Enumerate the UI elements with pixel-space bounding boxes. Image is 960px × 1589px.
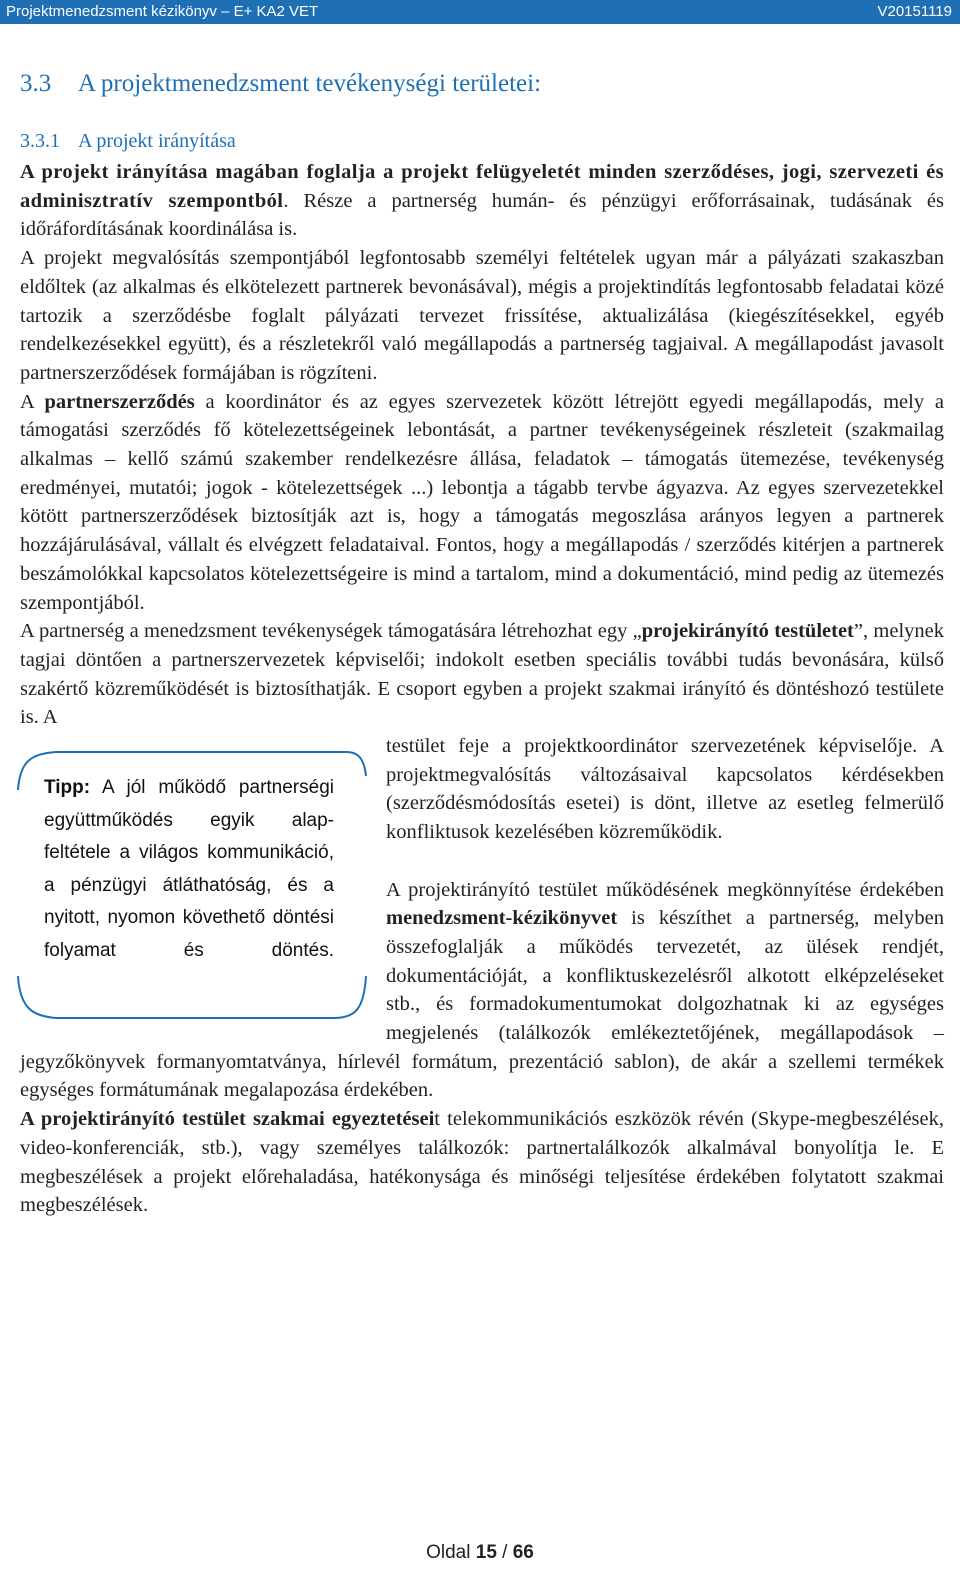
paragraph-steering-committee-cont: testület feje a projektkoordinátor szervezetének képviselője. A projektmegvalósítás változásaival kapcsolatos kérdésekben (szerződésmódosítás esetei) is dönt, illetve az esetleg felmerülő konfliktusok kezelésében közreműködik.	[386, 735, 944, 844]
paragraph-partner-contract	[20, 388, 944, 618]
page-footer	[0, 1542, 960, 1564]
steering-section	[20, 617, 944, 1105]
steering-text: ”, melynek tagjai döntően a partnerszervezetek képviselői; indokolt esetben speciális további tudás bevonására, külső szakértő közreműködését is biztosíthatják. E csoport egyben a projekt szakmai irányító és döntéshozó testülete is. A	[20, 620, 944, 729]
header-title: Projektmenedzsment kézikönyv – E+ KA2 VET	[6, 3, 319, 20]
footer-prefix: Oldal	[426, 1542, 476, 1563]
footer-total-pages: 66	[512, 1542, 534, 1563]
manual-term: menedzsment-kézikönyvet	[386, 907, 618, 930]
paragraph-consultations	[20, 1105, 944, 1220]
section-number: 3.3	[20, 70, 52, 97]
consultations-bold: A projektirányító testület szakmai egyeztetései	[20, 1108, 435, 1131]
header-version: V20151119	[877, 3, 952, 20]
tip-callout	[16, 746, 368, 1022]
subsection-title: A projekt irányítása	[78, 130, 236, 152]
paragraph-steering-committee	[20, 617, 944, 732]
tip-label: Tipp:	[44, 777, 91, 799]
section-heading	[20, 70, 541, 98]
paragraph-intro	[20, 158, 944, 244]
section-title: A projektmenedzsment tevékenységi területei:	[78, 70, 542, 97]
consultations-text: t telekommunikációs eszközök révén (Skype-megbeszélések, video-konferenciák, stb.), vagy személyes találkozók: partnertalálkozók alkalmával bonyolítja le. E megbeszélések a projekt előrehaladása, hatékonysága és minőségi teljesítése érdekében folytatott szakmai megbeszélések.	[20, 1108, 944, 1217]
tip-body: A jól működő partnerségi együttműködés egyik alap-feltétele a világos kommunikáció, a pénzügyi átláthatóság, és a nyitott, nyomon követhető döntési folyamat és döntés.	[44, 777, 334, 961]
intro-bold-text: A projekt irányítása magában foglalja a projekt felügyeletét minden szerződéses, jogi, szervezeti és adminisztratív szempontból	[20, 161, 944, 212]
paragraph-personnel: A projekt megvalósítás szempontjából legfontosabb személyi feltételek ugyan már a pályázati szakaszban eldőltek (az alkalmas és elkötelezett partnerek bevonásával), mégis a projektindítás legfontosabb feladatai közé tartozik a szerződésbe foglalt pályázati tervezet frissítése, aktualizálása (kiegészítésekkel, egyéb rendelkezésekkel együtt), és a részletekről való megállapodás a partnerség tagjaival. A megállapodást javasolt partnerszerződések formájában is rögzíteni.	[20, 247, 944, 384]
manual-lead: A projektirányító testület működésének megkönnyítése érdekében	[386, 878, 944, 901]
body-text	[20, 158, 944, 1220]
tip-text	[44, 772, 334, 967]
manual-text: is készíthet a partnerség, melyben összefoglalják a működés tervezetét, az ülések rendjét, dokumentációját, a konfliktuskezelésről alkotott elképzeléseket stb., és formadokumentumokat dolgozhatnak ki az egységes megjelenés (találkozók emlékeztetőjének, megállapodások – jegyzőkönyvek formanyomtatványa, hírlevél formátum, prezentáció sablon), de akár a szellemi termékek egységes formátumának megalapozása érdekében.	[20, 907, 944, 1102]
running-header	[0, 0, 960, 24]
footer-current-page: 15	[475, 1542, 497, 1563]
steering-lead: A partnerség a menedzsment tevékenységek támogatására létrehozhat egy „	[20, 620, 642, 643]
partner-contract-text: a koordinátor és az egyes szervezetek között létrejött egyedi megállapodás, mely a támogatási szerződés fő kötelezettségeinek lebontását, a partner tevékenységeinek részleteit (szakmailag alkalmas – kellő számú szakember rendelkezésre állása, feladatok – támogatás ütemezése, tevékenység eredményei, mutatói; jogok - kötelezettségek ...) lebontja a tágabb tervbe ágyazva. Az egyes szervezetekkel kötött partnerszerződések biztosítják azt is, hogy a támogatás megoszlása arányos legyen a partnerek hozzájárulásával, vállalt és elvégzett feladataival. Fontos, hogy a megállapodás / szerződés kitérjen a partnerek beszámolókkal kapcsolatos kötelezettségeire is mind a tartalom, mind a dokumentáció, mind pedig az ütemezés szempontjából.	[20, 390, 944, 614]
subsection-heading	[20, 130, 236, 153]
intro-text: . Része a partnerség humán- és pénzügyi erőforrásainak, tudásának és időráfordításának koordinálása is.	[20, 189, 944, 241]
partner-contract-lead: A	[20, 390, 45, 413]
subsection-number: 3.3.1	[20, 130, 60, 152]
steering-term: projekirányító testületet	[641, 620, 854, 643]
partner-contract-term: partnerszerződés	[44, 390, 195, 413]
footer-separator: /	[496, 1542, 513, 1563]
